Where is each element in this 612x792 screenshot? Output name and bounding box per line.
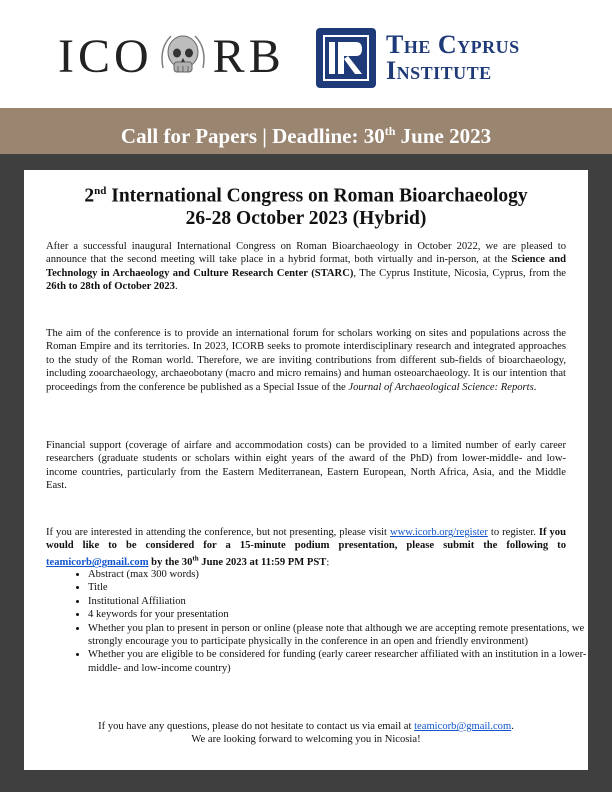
footer-line1 xyxy=(24,720,588,733)
icorb-logo xyxy=(58,20,285,92)
list-item: • Title xyxy=(88,581,588,594)
icorb-logo-right-text: RB xyxy=(212,29,285,83)
list-item: • Abstract (max 300 words) xyxy=(88,568,588,581)
deadline-banner xyxy=(0,108,612,154)
header xyxy=(0,0,612,108)
aim-text-end: . xyxy=(533,381,537,393)
footer xyxy=(24,720,588,747)
requirements-list xyxy=(70,568,588,675)
banner-text: Call for Papers | Deadline: 30 xyxy=(120,124,385,148)
intro-text-3: . xyxy=(174,281,178,293)
cyprus-institute-wordmark xyxy=(386,32,520,84)
skull-icon xyxy=(157,28,209,84)
submission-text-3: : xyxy=(326,557,330,569)
cyprus-institute-line2: Institute xyxy=(386,56,492,85)
title-ordinal: 2 xyxy=(84,185,95,207)
funding-text: Financial support (coverage of airfare and accommodation costs) can be provided to a limited number of early career researchers (graduate students or scholars within eight years of the award of the PhD) from lower-middle- and low-income countries, particularly from the Eastern Mediterranean, Eastern European, North Africa, Asia, and the Middle East. xyxy=(46,440,566,492)
submission-email-link[interactable]: teamicorb@gmail.com xyxy=(46,557,149,569)
submission-bold-deadline: by the 30 xyxy=(148,557,193,569)
submission-bold-text: If you would like to be considered for a 15-minute podium presentation, please submit the following to xyxy=(46,527,566,552)
banner-sup: th xyxy=(384,124,396,138)
footer-contact-end: . xyxy=(511,721,514,732)
paragraph-intro xyxy=(46,240,566,294)
submission-text-1: If you are interested in attending the conference, but not presenting, please visit xyxy=(46,527,390,538)
register-link[interactable]: www.icorb.org/register xyxy=(389,527,488,538)
submission-bold-sup: th xyxy=(192,554,199,563)
cyprus-institute-line1: The Cyprus xyxy=(386,30,520,59)
intro-bold-starc: Science and Technology in Archaeology and Culture Research Center (STARC) xyxy=(46,254,566,279)
footer-line2: We are looking forward to welcoming you in Nicosia! xyxy=(191,734,421,746)
intro-bold-dates: 26th to 28th of October 2023 xyxy=(46,281,175,293)
submission-text-2: to register. xyxy=(487,527,539,538)
title-congress-name: International Congress on Roman Bioarchaeology xyxy=(106,185,528,207)
title-line1 xyxy=(24,180,588,208)
paragraph-funding xyxy=(46,439,566,493)
list-item: • 4 keywords for your presentation xyxy=(88,608,588,621)
intro-text-2: , The Cyprus Institute, Nicosia, Cyprus, from the xyxy=(353,267,566,279)
intro-text-1: After a successful inaugural International Congress on Roman Bioarchaeology in October 2022, we are pleased to announce that the second meeting will take place in a hybrid format, both virtually and in-person, at the xyxy=(46,241,566,266)
list-item: • Whether you plan to present in person or online (please note that although we are accepting remote presentations, we strongly encourage you to participate physically in the conference in an open and friendly environment) xyxy=(88,622,588,649)
cyprus-institute-logo-icon xyxy=(316,28,376,88)
list-item: • Whether you are eligible to be considered for funding (early career researcher affiliated with an institution in a lower-middle- and low-income country) xyxy=(88,648,588,675)
paragraph-submission xyxy=(46,526,566,570)
aim-text: The aim of the conference is to provide an international forum for scholars working on sites and populations across the Roman Empire and its territories. In 2023, ICORB seeks to promote interdisciplinary research and integrated approaches to the study of the Roman world. Therefore, we are inviting contributions from different sub-fields of bioarchaeology, including zooarchaeology, archaeobotany (macro and micro remains) and human osteoarchaeology. It is our intention that proceedings from the conference be published as a Special Issue of the xyxy=(46,328,566,393)
footer-email-link[interactable]: teamicorb@gmail.com xyxy=(414,721,512,732)
footer-contact-text: If you have any questions, please do not hesitate to contact us via email at xyxy=(98,721,415,732)
icorb-logo-left-text: ICO xyxy=(58,29,153,83)
aim-journal-title: Journal of Archaeological Science: Reports xyxy=(348,381,534,393)
submission-bold-deadline-end: June 2023 at 11:59 PM PST xyxy=(198,557,327,569)
title-line2: 26-28 October 2023 (Hybrid) xyxy=(185,207,427,229)
banner-text-end: June 2023 xyxy=(395,124,492,148)
title-ordinal-sup: nd xyxy=(94,185,107,197)
paragraph-aim xyxy=(46,327,566,394)
list-item: • Institutional Affiliation xyxy=(88,595,588,608)
page-title xyxy=(24,180,588,230)
